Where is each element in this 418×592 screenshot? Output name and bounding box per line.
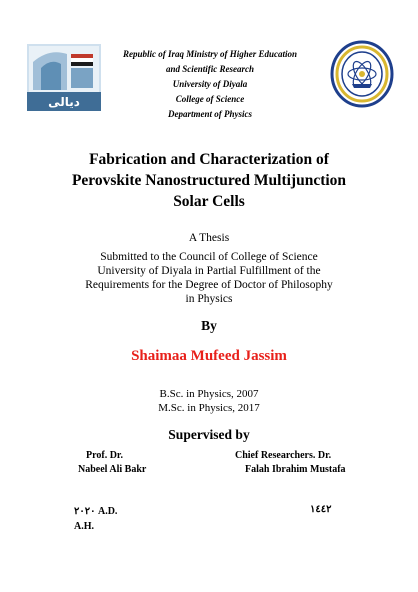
thesis-line: in Physics (185, 293, 233, 305)
date-hijri: ١٤٤٢ (310, 504, 332, 515)
thesis-line: University of Diyala in Partial Fulfillment of the (97, 265, 321, 277)
author-name: Shaimaa Mufeed Jassim (131, 348, 287, 364)
header-line: Republic of Iraq Ministry of Higher Education (122, 49, 298, 59)
thesis-title (40, 149, 378, 212)
degree-line: B.Sc. in Physics, 2007 (159, 388, 259, 400)
header-line: Department of Physics (168, 109, 252, 119)
header-line: University of Diyala (172, 79, 248, 89)
supervisor-title: Prof. Dr. (86, 450, 123, 461)
university-logo (27, 44, 101, 111)
title-line: Fabrication and Characterization of (89, 151, 329, 168)
college-seal-logo (330, 40, 394, 108)
supervisor-title: Chief Researchers. Dr. (235, 450, 332, 461)
author-degrees (0, 387, 418, 415)
date-ad (74, 504, 117, 534)
thesis-statement (50, 231, 368, 306)
title-line: Solar Cells (173, 193, 245, 210)
by-label: By (201, 318, 217, 333)
supervised-by-label: Supervised by (168, 427, 250, 442)
date-ad-line: ٢٠٢٠ A.D. (74, 506, 118, 517)
institution-header (100, 47, 320, 122)
header-line: College of Science (175, 94, 245, 104)
header-line: and Scientific Research (166, 64, 254, 74)
thesis-line: Submitted to the Council of College of Science (100, 251, 318, 263)
date-ah-label: A.H. (74, 521, 94, 532)
supervisor-left (78, 449, 146, 477)
thesis-line: A Thesis (188, 232, 230, 244)
logo-wordmark: ديالى (48, 95, 80, 109)
thesis-line: Requirements for the Degree of Doctor of Philosophy (85, 279, 333, 291)
supervisor-name: Nabeel Ali Bakr (78, 464, 147, 475)
supervisor-right (235, 449, 346, 477)
title-line: Perovskite Nanostructured Multijunction (71, 172, 347, 189)
supervisor-name: Falah Ibrahim Mustafa (245, 464, 346, 475)
degree-line: M.Sc. in Physics, 2017 (158, 402, 260, 414)
